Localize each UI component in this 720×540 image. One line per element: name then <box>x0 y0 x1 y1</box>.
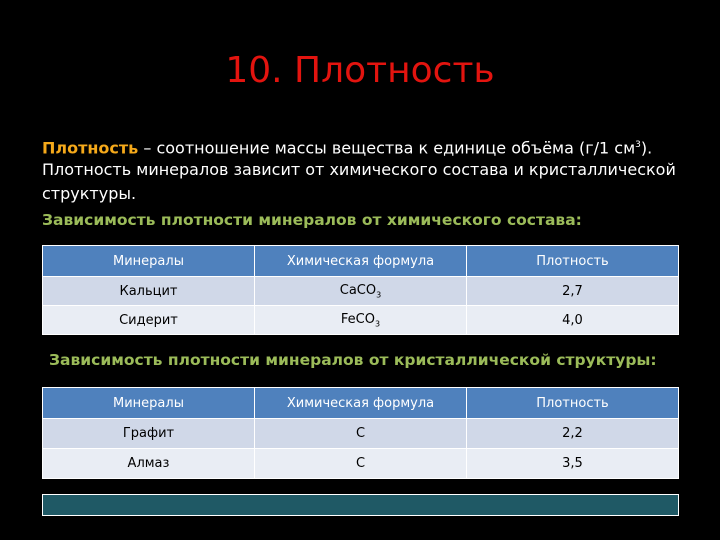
definition-text: – соотношение массы вещества к единице объёма (г/1 см <box>138 138 636 158</box>
mineral-cell: Сидерит <box>43 306 255 335</box>
density-cell: 3,5 <box>467 449 679 479</box>
structure-density-table <box>42 387 679 479</box>
formula-subscript: 3 <box>376 290 382 300</box>
density-cell: 2,7 <box>467 277 679 306</box>
column-header-formula: Химическая формула <box>255 246 467 277</box>
table-row <box>43 419 679 449</box>
definition-superscript: 3 <box>635 140 641 150</box>
formula-main: FeCO <box>340 311 375 327</box>
column-header-density: Плотность <box>467 246 679 277</box>
column-header-formula: Химическая формула <box>255 388 467 419</box>
definition-text-end: ). <box>640 138 653 158</box>
section-heading-structure: Зависимость плотности минералов от кристаллической структуры: <box>49 351 657 369</box>
formula-subscript: 3 <box>374 319 381 329</box>
bottom-decorative-bar <box>42 494 679 516</box>
definition-term: Плотность <box>42 138 139 158</box>
column-header-minerals: Минералы <box>43 388 255 419</box>
table-row <box>43 277 679 306</box>
formula-main: CaCO <box>339 282 377 298</box>
formula-cell: C <box>255 449 467 479</box>
table-header-row <box>43 388 679 419</box>
mineral-cell: Графит <box>43 419 255 449</box>
table-row <box>43 449 679 479</box>
column-header-density: Плотность <box>467 388 679 419</box>
column-header-minerals: Минералы <box>43 246 255 277</box>
mineral-cell: Алмаз <box>43 449 255 479</box>
table-header-row <box>43 246 679 277</box>
density-dependence-paragraph: Плотность минералов зависит от химического состава и кристаллической структуры. <box>42 160 676 203</box>
composition-density-table <box>42 245 679 335</box>
table-row <box>43 306 679 335</box>
slide-title: 10. Плотность <box>225 50 495 91</box>
density-cell: 4,0 <box>467 306 679 335</box>
section-heading-composition: Зависимость плотности минералов от химического состава: <box>42 211 582 229</box>
formula-cell: C <box>255 419 467 449</box>
density-cell: 2,2 <box>467 419 679 449</box>
formula-cell <box>255 306 467 335</box>
density-definition <box>42 133 692 160</box>
mineral-cell: Кальцит <box>43 277 255 306</box>
formula-cell <box>255 277 467 306</box>
